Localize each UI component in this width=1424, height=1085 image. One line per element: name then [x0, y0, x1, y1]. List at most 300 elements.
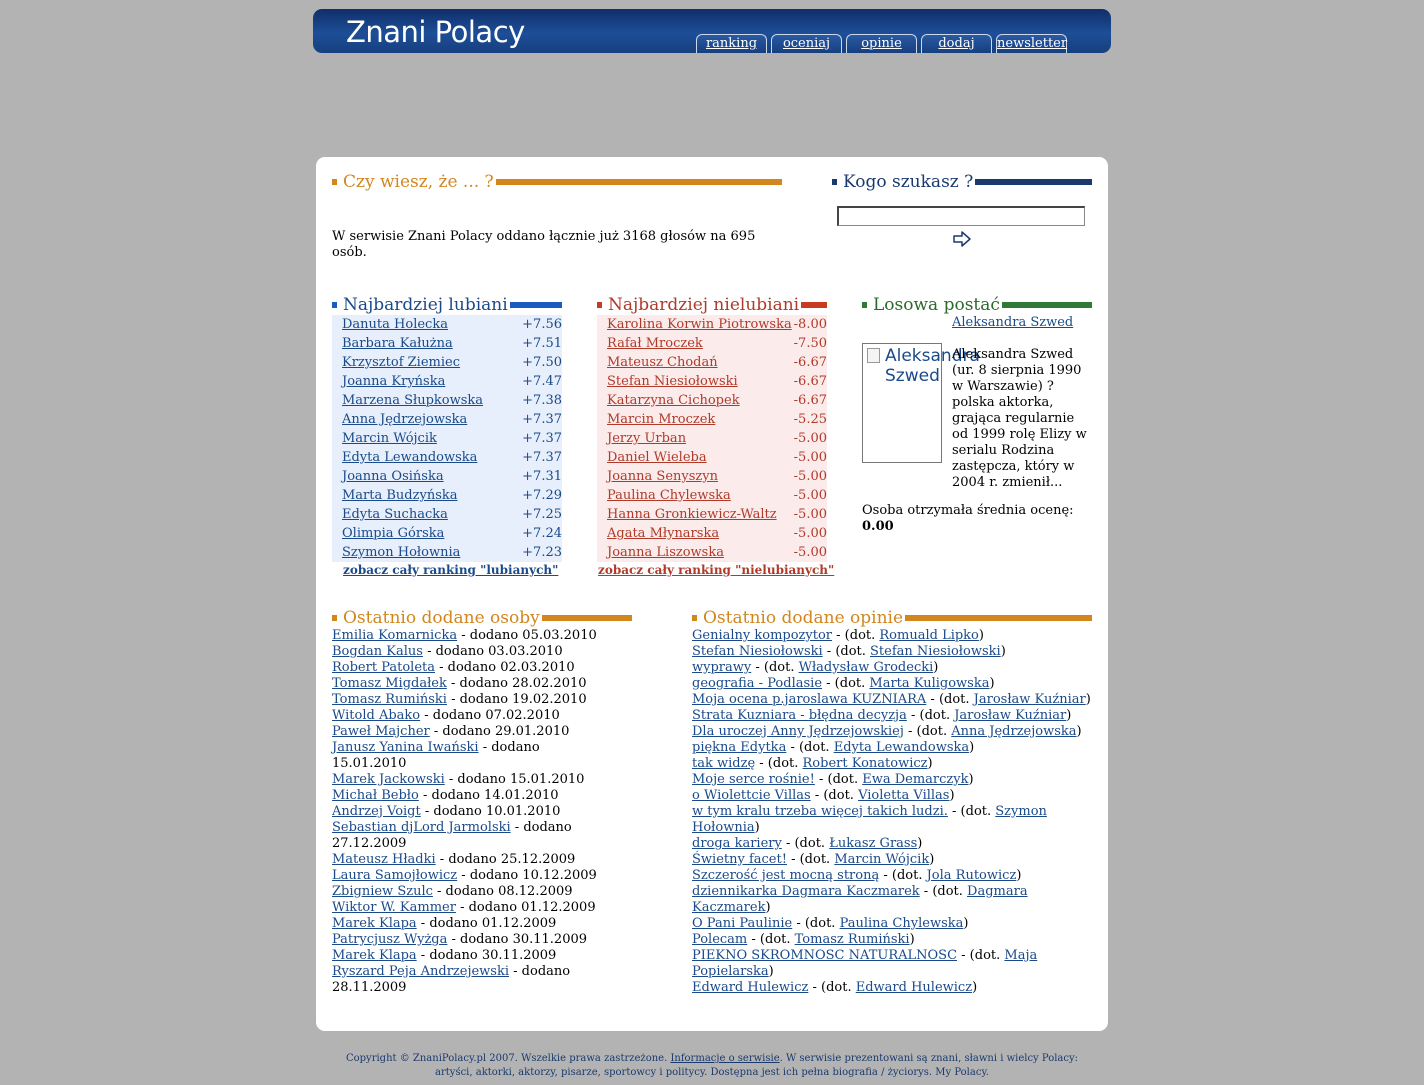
recent-people-title: [332, 607, 632, 629]
added-date: - dodano 02.03.2010: [435, 660, 575, 675]
list-item: [597, 410, 827, 429]
person-link[interactable]: Sebastian djLord Jarmolski: [332, 820, 511, 835]
score: +7.37: [522, 431, 562, 446]
score: +7.23: [522, 545, 562, 560]
person-link[interactable]: Anna Jędrzejowska: [951, 724, 1077, 739]
person-link[interactable]: Szymon Hołownia: [692, 804, 1047, 835]
opinion-link[interactable]: Edward Hulewicz: [692, 980, 809, 995]
person-link[interactable]: Hanna Gronkiewicz-Waltz: [607, 507, 777, 522]
added-date: - dodano 07.02.2010: [420, 708, 560, 723]
recent-opinions-title: [692, 607, 1092, 629]
list-item: [597, 372, 827, 391]
list-item: [692, 692, 1092, 708]
about-suffix: ): [963, 916, 969, 931]
list-item: [332, 467, 562, 486]
list-item: [332, 315, 562, 334]
list-item: [332, 900, 602, 916]
person-link[interactable]: Dagmara Kaczmarek: [692, 884, 1028, 915]
about-prefix: - (dot.: [747, 932, 795, 947]
about-prefix: - (dot.: [822, 676, 870, 691]
site-logo[interactable]: Znani Polacy: [346, 15, 525, 49]
list-item: [332, 932, 602, 948]
list-item: [692, 724, 1092, 740]
person-link[interactable]: Andrzej Voigt: [332, 804, 421, 819]
about-suffix: ): [978, 628, 984, 643]
search-title-text: Kogo szukasz ?: [843, 172, 974, 192]
about-prefix: - (dot.: [786, 852, 835, 867]
list-item: [692, 676, 1092, 692]
person-link[interactable]: Danuta Holecka: [342, 317, 448, 332]
list-item: [332, 543, 562, 562]
footer-copyright: Copyright © ZnaniPolacy.pl 2007. Wszelkie prawa zastrzeżone.: [345, 1053, 671, 1064]
list-item: [332, 964, 602, 996]
about-suffix: ): [1085, 692, 1091, 707]
added-date: - dodano 30.11.2009: [416, 948, 557, 963]
added-date: - dodano 25.12.2009: [435, 852, 576, 867]
random-person-link[interactable]: Aleksandra Szwed: [952, 315, 1074, 330]
disliked-title-text: Najbardziej nielubiani: [608, 295, 800, 315]
title-bar: [1002, 302, 1092, 308]
list-item: [597, 448, 827, 467]
about-suffix: ): [949, 788, 955, 803]
person-link[interactable]: Jarosław Kuźniar: [973, 692, 1086, 707]
list-item: [597, 391, 827, 410]
person-link[interactable]: Ewa Demarczyk: [862, 772, 969, 787]
list-item: [332, 429, 562, 448]
list-item: [332, 372, 562, 391]
fact-section-title: [332, 171, 782, 193]
about-suffix: ): [989, 676, 995, 691]
person-link[interactable]: Jerzy Urban: [607, 431, 687, 446]
random-person-description: Aleksandra Szwed (ur. 8 sierpnia 1990 w Warszawie) ? polska aktorka, grająca regularnie od 1999 rolę Elizy w serialu Rodzina zastępcza, który w 2004 r. zmienił...: [952, 347, 1087, 490]
list-item: [332, 772, 602, 788]
person-link[interactable]: Paulina Chylewska: [607, 488, 731, 503]
title-marker: [332, 302, 337, 308]
liked-more: [343, 563, 558, 577]
opinion-link[interactable]: Genialny kompozytor: [692, 628, 833, 643]
recent-people-list: [332, 628, 602, 996]
about-suffix: ): [1000, 644, 1006, 659]
person-link[interactable]: Edyta Lewandowska: [342, 450, 478, 465]
about-suffix: ): [917, 836, 923, 851]
person-link[interactable]: Edyta Suchacka: [342, 507, 448, 522]
score: -5.00: [793, 469, 827, 484]
random-person-score: [862, 503, 1102, 535]
random-person-photo[interactable]: [862, 343, 980, 463]
person-link[interactable]: Łukasz Grass: [829, 836, 918, 851]
list-item: [332, 391, 562, 410]
random-title-text: Losowa postać: [873, 295, 1000, 315]
list-item: [597, 315, 827, 334]
score: +7.29: [522, 488, 562, 503]
title-bar: [496, 179, 782, 185]
added-date: - dodano 15.01.2010: [332, 740, 540, 771]
about-suffix: ): [929, 852, 935, 867]
person-link[interactable]: Marta Kuligowska: [869, 676, 990, 691]
list-item: [332, 804, 602, 820]
person-link[interactable]: Joanna Senyszyn: [607, 469, 718, 484]
added-date: - dodano 30.11.2009: [447, 932, 588, 947]
disliked-section-title: [597, 294, 827, 316]
about-prefix: - (dot.: [781, 836, 830, 851]
random-section-title: [862, 294, 1092, 316]
list-item: [332, 448, 562, 467]
liked-list: [332, 315, 562, 562]
fact-text: W serwisie Znani Polacy oddano łącznie już 3168 głosów na 695 osób.: [332, 229, 756, 260]
score: -6.67: [793, 355, 827, 370]
person-link[interactable]: Anna Jędrzejowska: [342, 412, 468, 427]
person-link[interactable]: Karolina Korwin Piotrowska: [607, 317, 792, 332]
opinion-link[interactable]: Moje serce rośnie!: [692, 772, 815, 787]
opinion-link[interactable]: O Pani Paulinie: [692, 916, 793, 931]
score: +7.56: [522, 317, 562, 332]
score: -5.00: [793, 450, 827, 465]
list-item: [332, 676, 602, 692]
about-suffix: ): [933, 660, 939, 675]
person-link[interactable]: Katarzyna Cichopek: [607, 393, 740, 408]
about-suffix: ): [1066, 708, 1072, 723]
recent-people-title-text: Ostatnio dodane osoby: [343, 608, 540, 628]
person-link[interactable]: Marta Budzyńska: [342, 488, 458, 503]
person-link[interactable]: Michał Bebło: [332, 788, 419, 803]
opinion-link[interactable]: piękna Edytka: [692, 740, 787, 755]
added-date: - dodano 10.01.2010: [420, 804, 561, 819]
person-link[interactable]: Robert Patoleta: [332, 660, 435, 675]
person-link[interactable]: Marcin Mroczek: [607, 412, 716, 427]
about-prefix: - (dot.: [947, 804, 996, 819]
list-item: [332, 708, 602, 724]
opinion-link[interactable]: Strata Kuzniara - błędna decyzja: [692, 708, 907, 723]
score: +7.51: [522, 336, 562, 351]
tab-ranking-link[interactable]: ranking: [705, 36, 758, 51]
person-link[interactable]: Zbigniew Szulc: [332, 884, 433, 899]
search-section-title: [832, 171, 1092, 193]
photo-alt-text: Aleksandra Szwed: [885, 346, 980, 386]
added-date: - dodano 28.02.2010: [446, 676, 587, 691]
about-prefix: - (dot.: [822, 644, 871, 659]
score-label: Osoba otrzymała średnia ocenę:: [862, 503, 1074, 518]
list-item: [692, 772, 1092, 788]
person-link[interactable]: Marek Klapa: [332, 948, 417, 963]
person-link[interactable]: Janusz Yanina Iwański: [332, 740, 479, 755]
about-suffix: ): [969, 740, 975, 755]
opinion-link[interactable]: geografia - Podlasie: [692, 676, 823, 691]
score: -5.00: [793, 431, 827, 446]
person-link[interactable]: Marzena Słupkowska: [342, 393, 484, 408]
list-item: [692, 948, 1092, 980]
about-prefix: - (dot.: [751, 660, 799, 675]
person-link[interactable]: Olimpia Górska: [342, 526, 445, 541]
person-link[interactable]: Joanna Kryńska: [342, 374, 446, 389]
person-link[interactable]: Maja Popielarska: [692, 948, 1038, 979]
added-date: - dodano 28.11.2009: [332, 964, 571, 995]
tab-dodaj-link[interactable]: dodaj: [938, 36, 975, 51]
about-prefix: - (dot.: [919, 884, 968, 899]
opinion-link[interactable]: wyprawy: [692, 660, 752, 675]
person-link[interactable]: Mateusz Hładki: [332, 852, 436, 867]
recent-opinions-list: [692, 628, 1092, 996]
about-prefix: - (dot.: [755, 756, 803, 771]
main-nav: [696, 34, 1067, 53]
person-link[interactable]: Krzysztof Ziemiec: [342, 355, 460, 370]
about-prefix: - (dot.: [786, 740, 834, 755]
list-item: [692, 980, 1092, 996]
added-date: - dodano 15.01.2010: [444, 772, 585, 787]
opinion-link[interactable]: PIEKNO SKROMNOSC NATURALNOSC: [692, 948, 958, 963]
list-item: [332, 353, 562, 372]
added-date: - dodano 29.01.2010: [429, 724, 570, 739]
person-link[interactable]: Stefan Niesiołowski: [607, 374, 738, 389]
about-prefix: - (dot.: [808, 980, 856, 995]
about-prefix: - (dot.: [957, 948, 1005, 963]
person-link[interactable]: Marek Klapa: [332, 916, 417, 931]
list-item: [692, 868, 1092, 884]
person-link[interactable]: Wiktor W. Kammer: [332, 900, 456, 915]
person-link[interactable]: Paweł Majcher: [332, 724, 430, 739]
about-suffix: ): [765, 900, 771, 915]
opinion-link[interactable]: tak widzę: [692, 756, 756, 771]
tab-newsletter-link[interactable]: newsletter: [997, 36, 1068, 51]
fact-title-text: Czy wiesz, że ... ?: [343, 172, 494, 192]
opinion-link[interactable]: w tym kralu trzeba więcej takich ludzi.: [692, 804, 948, 819]
about-suffix: ): [972, 980, 978, 995]
person-link[interactable]: Joanna Osińska: [342, 469, 444, 484]
about-prefix: - (dot.: [906, 708, 955, 723]
added-date: - dodano 10.12.2009: [457, 868, 597, 883]
person-link[interactable]: Szymon Hołownia: [342, 545, 461, 560]
added-date: - dodano 08.12.2009: [432, 884, 573, 899]
score: -6.67: [793, 374, 827, 389]
about-prefix: - (dot.: [832, 628, 880, 643]
score: -5.00: [793, 526, 827, 541]
person-link[interactable]: Tomasz Migdałek: [332, 676, 447, 691]
person-link[interactable]: Violetta Villas: [858, 788, 950, 803]
added-date: - dodano 27.12.2009: [332, 820, 572, 851]
about-suffix: ): [968, 772, 974, 787]
person-link[interactable]: Jarosław Kuźniar: [954, 708, 1067, 723]
person-link[interactable]: Bogdan Kalus: [332, 644, 423, 659]
list-item: [597, 334, 827, 353]
list-item: [692, 788, 1092, 804]
list-item: [692, 884, 1092, 916]
list-item: [692, 628, 1092, 644]
liked-title-text: Najbardziej lubiani: [343, 295, 508, 315]
list-item: [692, 660, 1092, 676]
added-date: - dodano 01.12.2009: [416, 916, 557, 931]
person-link[interactable]: Marek Jackowski: [332, 772, 445, 787]
footer: [330, 1052, 1094, 1080]
list-item: [332, 740, 602, 772]
score: -8.00: [793, 317, 827, 332]
footer-text: . W serwisie prezentowani są znani, sławni i wielcy Polacy: artyści, aktorki, aktorzy, pisarze, sportowcy i politycy. Dostępna jest ich pełna biografia / życiorys. My Polacy.: [435, 1053, 1078, 1078]
person-link[interactable]: Władysław Grodecki: [798, 660, 934, 675]
person-link[interactable]: Ryszard Peja Andrzejewski: [332, 964, 510, 979]
about-prefix: - (dot.: [879, 868, 927, 883]
title-marker: [332, 615, 337, 621]
person-link[interactable]: Edyta Lewandowska: [833, 740, 970, 755]
list-item: [332, 884, 602, 900]
list-item: [332, 724, 602, 740]
score: -5.00: [793, 545, 827, 560]
person-link[interactable]: Marcin Wójcik: [834, 852, 930, 867]
score: +7.24: [522, 526, 562, 541]
person-link[interactable]: Jola Rutowicz: [926, 868, 1017, 883]
added-date: - dodano 14.01.2010: [418, 788, 559, 803]
tab-opinie[interactable]: [846, 34, 917, 53]
list-item: [332, 660, 602, 676]
person-link[interactable]: Tomasz Rumiński: [794, 932, 910, 947]
about-suffix: ): [1076, 724, 1082, 739]
about-prefix: - (dot.: [792, 916, 840, 931]
title-marker: [862, 302, 867, 308]
list-item: [332, 692, 602, 708]
score: -7.50: [793, 336, 827, 351]
about-suffix: ): [927, 756, 933, 771]
about-suffix: ): [754, 820, 760, 835]
about-prefix: - (dot.: [903, 724, 952, 739]
list-item: [332, 916, 602, 932]
person-link[interactable]: Edward Hulewicz: [855, 980, 973, 995]
person-link[interactable]: Mateusz Chodań: [607, 355, 718, 370]
opinion-link[interactable]: Moja ocena p.jaroslawa KUZNIARA: [692, 692, 927, 707]
site-header: [313, 9, 1111, 53]
person-link[interactable]: Robert Konatowicz: [802, 756, 928, 771]
liked-section-title: [332, 294, 562, 316]
person-link[interactable]: Paulina Chylewska: [839, 916, 964, 931]
about-prefix: - (dot.: [814, 772, 863, 787]
list-item: [332, 410, 562, 429]
title-marker: [332, 179, 337, 185]
added-date: - dodano 19.02.2010: [446, 692, 587, 707]
person-link[interactable]: Laura Samojłowicz: [332, 868, 458, 883]
person-link[interactable]: Joanna Liszowska: [607, 545, 724, 560]
score: -5.25: [793, 412, 827, 427]
title-bar: [510, 302, 562, 308]
title-bar: [801, 302, 827, 308]
list-item: [332, 486, 562, 505]
list-item: [332, 628, 602, 644]
tab-oceniaj[interactable]: [771, 34, 842, 53]
footer-info-link[interactable]: Informacje o serwisie: [670, 1053, 780, 1064]
opinion-link[interactable]: dziennikarka Dagmara Kaczmarek: [692, 884, 920, 899]
score-value: 0.00: [862, 519, 894, 534]
list-item: [692, 852, 1092, 868]
tab-opinie-link[interactable]: opinie: [861, 36, 902, 51]
title-marker: [832, 179, 837, 185]
added-date: - dodano 01.12.2009: [455, 900, 596, 915]
main-panel: [316, 157, 1108, 1031]
recent-opinions-title-text: Ostatnio dodane opinie: [703, 608, 904, 628]
list-item: [692, 644, 1092, 660]
disliked-list: [597, 315, 827, 562]
person-link[interactable]: Rafał Mroczek: [607, 336, 703, 351]
tab-newsletter[interactable]: [996, 34, 1067, 53]
list-item: [692, 804, 1092, 836]
about-prefix: - (dot.: [926, 692, 974, 707]
person-link[interactable]: Daniel Wieleba: [607, 450, 707, 465]
person-link[interactable]: Marcin Wójcik: [342, 431, 437, 446]
list-item: [692, 836, 1092, 852]
list-item: [332, 948, 602, 964]
title-bar: [542, 615, 632, 621]
added-date: - dodano 03.03.2010: [422, 644, 563, 659]
opinion-link[interactable]: droga kariery: [692, 836, 782, 851]
list-item: [597, 353, 827, 372]
tab-oceniaj-link[interactable]: oceniaj: [782, 36, 831, 51]
list-item: [692, 932, 1092, 948]
person-link[interactable]: Witold Abako: [332, 708, 421, 723]
list-item: [692, 708, 1092, 724]
about-suffix: ): [1016, 868, 1022, 883]
disliked-more-link[interactable]: zobacz cały ranking "nielubianych": [598, 563, 835, 577]
score: +7.50: [522, 355, 562, 370]
list-item: [332, 334, 562, 353]
score: +7.38: [522, 393, 562, 408]
person-link[interactable]: Tomasz Rumiński: [332, 692, 447, 707]
score: +7.37: [522, 412, 562, 427]
disliked-more: [598, 563, 834, 577]
title-marker: [597, 302, 602, 308]
list-item: [332, 788, 602, 804]
list-item: [332, 820, 602, 852]
about-suffix: ): [909, 932, 915, 947]
score: +7.25: [522, 507, 562, 522]
person-link[interactable]: Patrycjusz Wyżga: [332, 932, 448, 947]
opinion-link[interactable]: Polecam: [692, 932, 748, 947]
person-link[interactable]: Stefan Niesiołowski: [870, 644, 1001, 659]
list-item: [597, 543, 827, 562]
person-link[interactable]: Romuald Lipko: [879, 628, 979, 643]
opinion-link[interactable]: Świetny facet!: [692, 852, 787, 867]
list-item: [597, 429, 827, 448]
arrow-right-icon[interactable]: [952, 229, 972, 249]
list-item: [597, 505, 827, 524]
person-link[interactable]: Agata Młynarska: [607, 526, 720, 541]
score: -6.67: [793, 393, 827, 408]
about-suffix: ): [768, 964, 774, 979]
tab-dodaj[interactable]: [921, 34, 992, 53]
list-item: [597, 467, 827, 486]
score: +7.37: [522, 450, 562, 465]
list-item: [597, 486, 827, 505]
liked-more-link[interactable]: zobacz cały ranking "lubianych": [343, 563, 559, 577]
opinion-link[interactable]: o Wiolettcie Villas: [692, 788, 811, 803]
opinion-link[interactable]: Szczerość jest mocną stroną: [692, 868, 880, 883]
list-item: [692, 756, 1092, 772]
opinion-link[interactable]: Stefan Niesiołowski: [692, 644, 823, 659]
score: +7.31: [522, 469, 562, 484]
score: +7.47: [522, 374, 562, 389]
score: -5.00: [793, 507, 827, 522]
list-item: [332, 644, 602, 660]
opinion-link[interactable]: Dla uroczej Anny Jędrzejowskiej: [692, 724, 904, 739]
list-item: [332, 868, 602, 884]
list-item: [332, 505, 562, 524]
title-bar: [975, 179, 1092, 185]
person-link[interactable]: Barbara Kałużna: [342, 336, 453, 351]
list-item: [332, 852, 602, 868]
list-item: [692, 916, 1092, 932]
person-link[interactable]: Emilia Komarnicka: [332, 628, 458, 643]
list-item: [692, 740, 1092, 756]
score: -5.00: [793, 488, 827, 503]
tab-ranking[interactable]: [696, 34, 767, 53]
title-bar: [905, 615, 1092, 621]
added-date: - dodano 05.03.2010: [457, 628, 597, 643]
title-marker: [692, 615, 697, 621]
list-item: [597, 524, 827, 543]
search-input[interactable]: [837, 206, 1085, 226]
